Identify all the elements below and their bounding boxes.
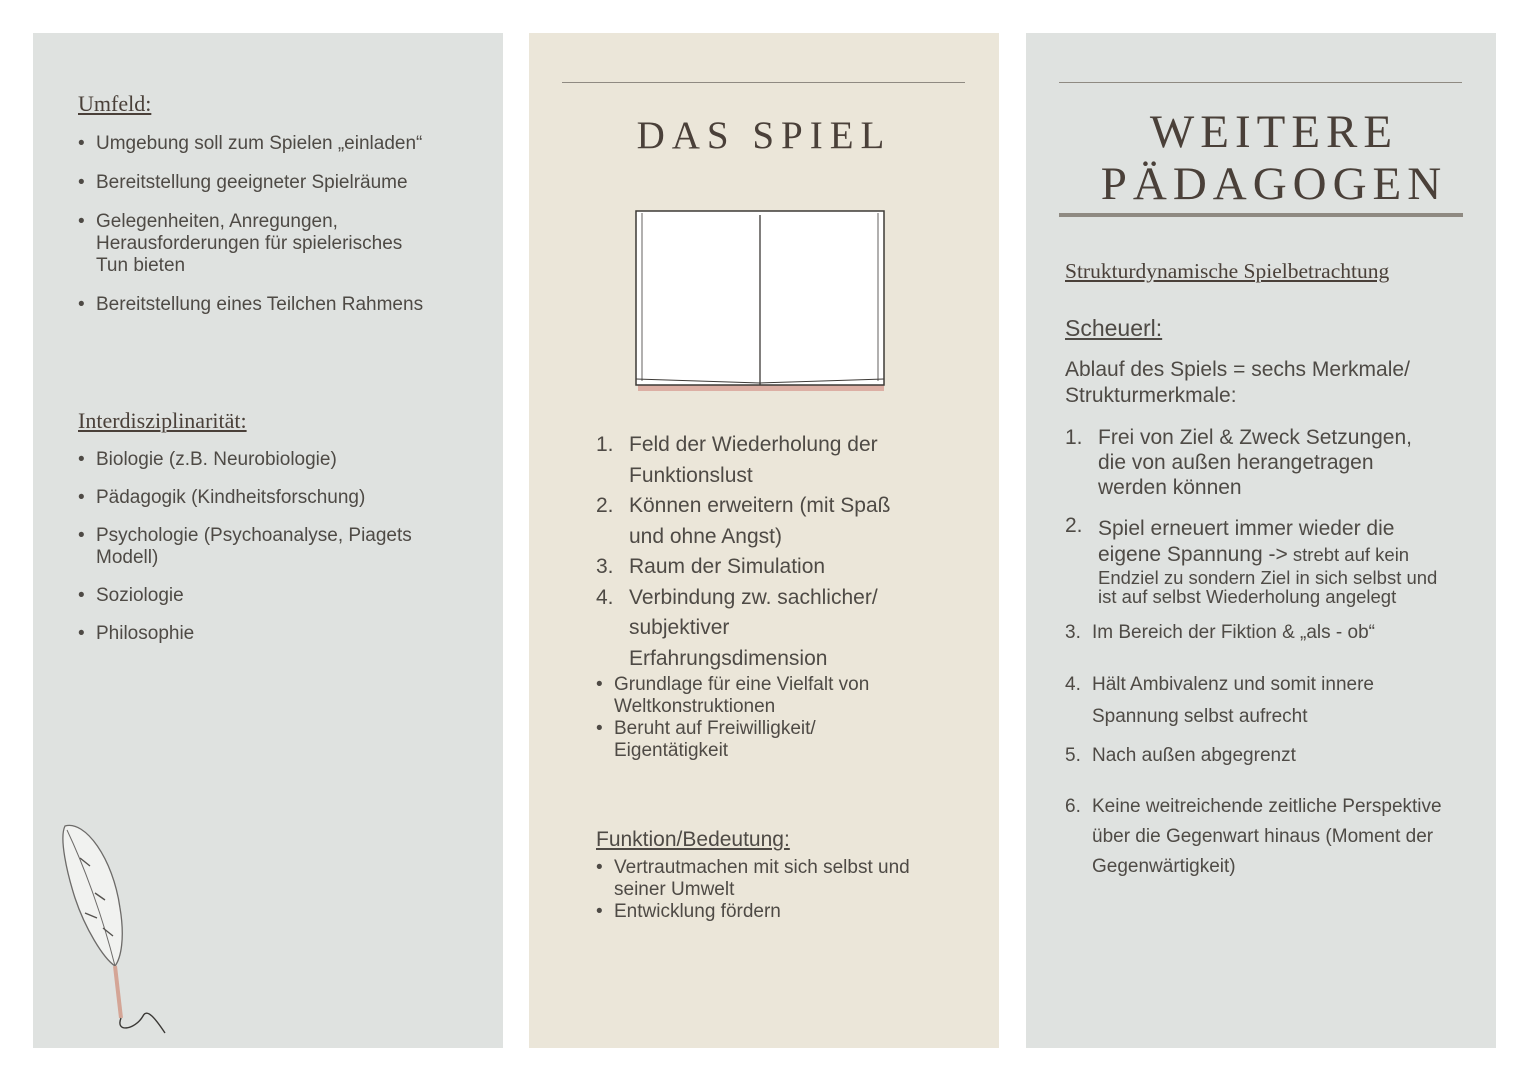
interdisziplinaritaet-list — [78, 449, 458, 645]
intro-text: Ablauf des Spiels = sechs Merkmale/ Strukturmerkmale: — [1065, 358, 1410, 407]
list-item: 3. Raum der Simulation — [596, 555, 826, 578]
spiel-numbered-list — [596, 430, 906, 674]
left-panel — [33, 33, 503, 1048]
list-item: 2. Können erweitern (mit Spaß und ohne Angst) — [596, 494, 891, 548]
divider — [1059, 82, 1462, 83]
funktion-list — [596, 857, 926, 923]
middle-panel — [529, 33, 999, 1048]
divider — [562, 82, 965, 83]
list-item: • Bereitstellung geeigneter Spielräume — [78, 172, 478, 194]
title-underline — [1059, 213, 1463, 217]
scheuerl-heading: Scheuerl: — [1065, 315, 1163, 341]
list-item: • Philosophie — [78, 623, 458, 645]
list-item: • Vertrautmachen mit sich selbst und seiner Umwelt — [596, 857, 926, 901]
list-item: • Soziologie — [78, 585, 458, 607]
list-item: 1. Frei von Ziel & Zweck Setzungen, die von außen herangetragen werden können — [1065, 426, 1412, 499]
page-title — [1026, 106, 1522, 210]
page-title: DAS SPIEL — [636, 114, 892, 157]
list-item: • Biologie (z.B. Neurobiologie) — [78, 449, 458, 471]
list-item: 6. Keine weitreichende zeitliche Perspektive über die Gegenwart hinaus (Moment der Gegenwärtigkeit) — [1065, 796, 1442, 877]
interdisziplinaritaet-heading: Interdisziplinarität: — [78, 408, 247, 433]
list-item: • Grundlage für eine Vielfalt von Weltkonstruktionen — [596, 674, 916, 718]
strukturdynamische-heading: Strukturdynamische Spielbetrachtung — [1065, 259, 1390, 283]
list-item: 4. Hält Ambivalenz und somit innere Spannung selbst aufrecht — [1065, 674, 1374, 727]
list-item: • Bereitstellung eines Teilchen Rahmens — [78, 294, 478, 316]
list-item: 3. Im Bereich der Fiktion & „als - ob“ — [1065, 622, 1375, 643]
list-item: • Gelegenheiten, Anregungen, Herausforderungen für spielerisches Tun bieten — [78, 211, 426, 277]
open-book-icon — [632, 209, 888, 393]
spiel-bullet-list — [596, 674, 916, 762]
umfeld-list — [78, 133, 478, 316]
list-item: • Beruht auf Freiwilligkeit/ Eigentätigkeit — [596, 718, 864, 762]
feather-quill-icon — [55, 818, 175, 1038]
list-item: 2. Spiel erneuert immer wieder die eigene Spannung -> strebt auf kein Endziel zu sondern Ziel in sich selbst und ist auf selbst Wiederholung angelegt — [1065, 514, 1438, 607]
umfeld-heading: Umfeld: — [78, 91, 152, 116]
title-line-2: PÄDAGOGEN — [1100, 158, 1448, 210]
list-item: • Psychologie (Psychoanalyse, Piagets Modell) — [78, 525, 458, 569]
title-line-1: WEITERE — [1149, 106, 1399, 158]
list-item: 5. Nach außen abgegrenzt — [1065, 745, 1296, 766]
list-item: • Entwicklung fördern — [596, 901, 926, 923]
list-item: 4. Verbindung zw. sachlicher/ subjektiver Erfahrungsdimension — [596, 585, 878, 670]
list-item: • Umgebung soll zum Spielen „einladen“ — [78, 133, 478, 155]
list-item: • Pädagogik (Kindheitsforschung) — [78, 487, 458, 509]
strukturmerkmale-list — [1065, 425, 1455, 882]
list-item: 1. Feld der Wiederholung der Funktionslust — [596, 433, 878, 487]
right-panel — [1026, 33, 1496, 1048]
funktion-heading: Funktion/Bedeutung: — [596, 828, 790, 851]
